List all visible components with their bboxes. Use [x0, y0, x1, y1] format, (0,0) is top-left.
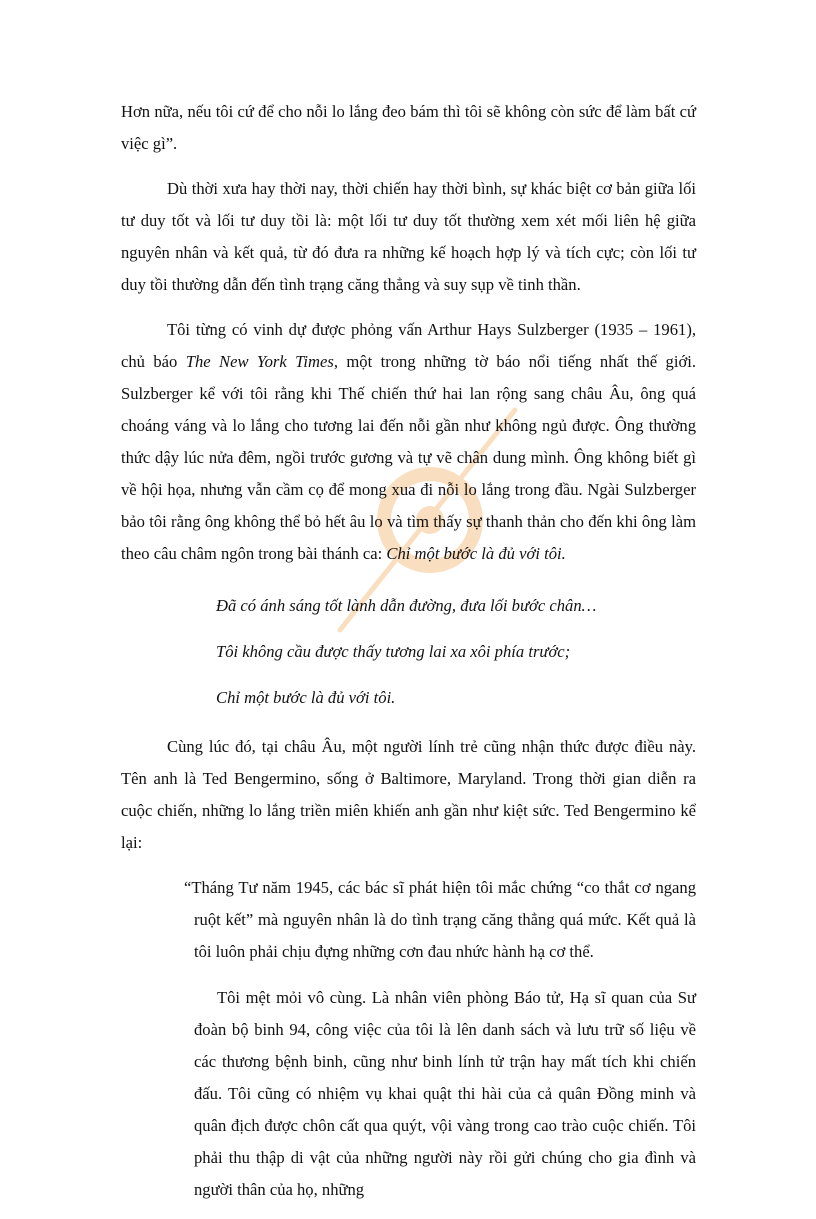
paragraph-1: Hơn nữa, nếu tôi cứ để cho nỗi lo lắng đeo bám thì tôi sẽ không còn sức để làm bất cứ việc gì”. [121, 102, 696, 153]
hymn-motto: Chỉ một bước là đủ với tôi. [386, 544, 566, 563]
verse-line-2: Tôi không cầu được thấy tương lai xa xôi phía trước; [216, 642, 571, 661]
quote-1: “Tháng Tư năm 1945, các bác sĩ phát hiện tôi mắc chứng “co thắt cơ ngang ruột kết” mà nguyên nhân là do tình trạng căng thẳng quá mức. Kết quả là tôi luôn phải chịu đựng những cơn đau nhức hành hạ cơ thể. [184, 878, 696, 961]
paragraph-3 [121, 314, 696, 570]
verse-line-1: Đã có ánh sáng tốt lành dẫn đường, đưa lối bước chân… [216, 596, 597, 615]
body-text [121, 96, 696, 1219]
verse-line-3: Chỉ một bước là đủ với tôi. [216, 688, 396, 707]
paragraph-4: Cùng lúc đó, tại châu Âu, một người lính trẻ cũng nhận thức được điều này. Tên anh là Ted Bengermino, sống ở Baltimore, Maryland. Trong thời gian diễn ra cuộc chiến, những lo lắng triền miên khiến anh gần như kiệt sức. Ted Bengermino kể lại: [121, 737, 696, 852]
paragraph-3-part-b: , một trong những tờ báo nổi tiếng nhất thế giới. Sulzberger kể với tôi rằng khi Thế chiến thứ hai lan rộng sang châu Âu, ông quá choáng váng và lo lắng cho tương lai đến nỗi gần như không ngủ được. Ông thường thức dậy lúc nửa đêm, ngồi trước gương và tự vẽ chân dung mình. Ông không biết gì về hội họa, nhưng vẫn cầm cọ để mong xua đi nỗi lo lắng trong đầu. Ngài Sulzberger bảo tôi rằng ông không thể bỏ hết âu lo và tìm thấy sự thanh thản cho đến khi ông làm theo câu châm ngôn trong bài thánh ca: [121, 352, 697, 563]
paragraph-3-part-a: Tôi từng có vinh dự được phỏng vấn Arthur Hays Sulzberger (1935 – 1961), chủ báo [121, 320, 696, 371]
quote-2: Tôi mệt mỏi vô cùng. Là nhân viên phòng Báo tử, Hạ sĩ quan của Sư đoàn bộ binh 94, công việc của tôi là lên danh sách và lưu trữ số liệu về các thương bệnh binh, cũng như binh lính tử trận hay mất tích khi chiến đấu. Tôi cũng có nhiệm vụ khai quật thi hài của cả quân Đồng minh và quân địch được chôn cất qua quýt, vội vàng trong cao trào cuộc chiến. Tôi phải thu thập di vật của những người này rồi gửi chúng cho gia đình và người thân của họ, những [194, 988, 696, 1199]
hymn-verse [216, 583, 696, 721]
paragraph-2: Dù thời xưa hay thời nay, thời chiến hay thời bình, sự khác biệt cơ bản giữa lối tư duy tốt và lối tư duy tồi là: một lối tư duy tốt thường xem xét mối liên hệ giữa nguyên nhân và kết quả, từ đó đưa ra những kế hoạch hợp lý và tích cực; còn lối tư duy tồi thường dẫn đến tình trạng căng thẳng và suy sụp về tinh thần. [121, 179, 696, 294]
newspaper-title: The New York Times [185, 352, 334, 371]
